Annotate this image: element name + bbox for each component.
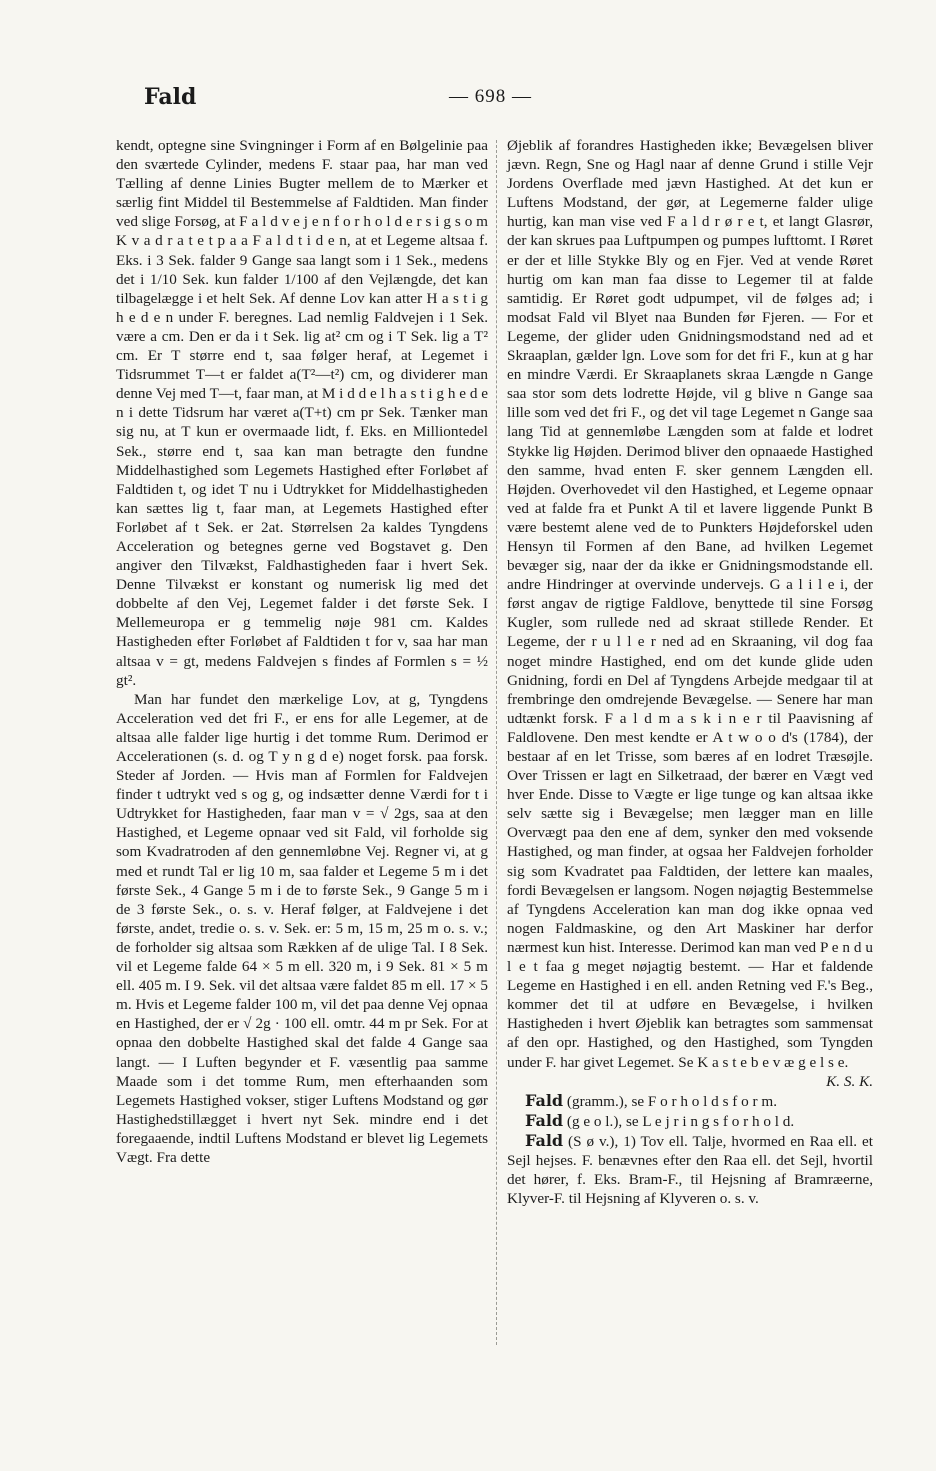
dictionary-entry — [507, 1091, 873, 1111]
paragraph: kendt, optegne sine Svingninger i Form af en Bølgelinie paa den sværtede Cylinder, medens F. staar paa, har man ved Tælling af denne Linies Bugter mellem de to Mærker et særlig fint Middel til Bestemmelse af Faldtiden. Man finder ved slige Forsøg, at F a l d v e j e n f o r h o l d e r s i g s o m K v a d r a t e t p a a F a l d t i d e n, at et Legeme altsaa f. Eks. i 3 Sek. falder 9 Gange saa langt som i 1 Sek., medens det i 1/10 Sek. kun falder 1/100 af den Vejlængde, det kan tilbagelægge i et helt Sek. Af denne Lov kan atter H a s t i g h e d e n under F. beregnes. Lad nemlig Faldvejen i 1 Sek. være a cm. Den er da i t Sek. lig at² cm og i T Sek. lig a T² cm. Er T større end t, saa følger heraf, at Legemet i Tidsrummet T—t er faldet a(T²—t²) cm, og dividerer man denne Vej med T—t, faar man, at M i d d e l h a s t i g h e d e n i dette Tidsrum har været a(T+t) cm pr Sek. Tænker man sig nu, at T kun er overmaade lidt, f. Eks. en Milliontedel Sek., større end t, saa kan man betragte den fundne Middelhastighed som Legemets Hastighed efter Forløbet af Faldtiden t, og idet T nu i Udtrykket for Middelhastigheden kan sættes lig t, faar man, at Legemets Hastighed efter Forløbet af t Sek. er 2at. Størrelsen 2a kaldes Tyngdens Acceleration og betegnes gerne ved Bogstavet g. Den angiver den Tilvækst, Faldhastigheden faar i hvert Sek. Denne Tilvækst er konstant og numerisk lig med det dobbelte af den Vej, Legemet falder i det første Sek. I Mellemeuropa er g temmelig nøje 981 cm. Kaldes Hastigheden efter Forløbet af Faldtiden t for v, saa har man altsaa v = gt, medens Faldvejen s findes af Formlen s = ½ gt². — [116, 137, 488, 689]
author-signature: K. S. K. — [826, 1072, 873, 1090]
paragraph: Man har fundet den mærkelige Lov, at g, Tyngdens Acceleration ved det fri F., er ens for alle Legemer, at de altsaa alle falder lige hurtig i det tomme Rum. Derimod er Accelerationen (s. d. og T y n g d e) noget forsk. paa forsk. Steder af Jorden. — Hvis man af Formlen for Faldvejen finder t udtrykt ved s og g, og indsætter denne Værdi for t i Udtrykket for Hastigheden, faar man v = √ 2gs, saa at den Hastighed, et Legeme opnaar ved sit Fald, vil forholde sig som Kvadratroden af den gennemløbne Vej. Regner vi, at g med et rundt Tal er lig 10 m, saa falder et Legeme 5 m i det første Sek., 4 Gange 5 m i de to første Sek., 9 Gange 5 m i de 3 første Sek., o. s. v. Heraf følger, at Faldvejene i det første, andet, tredie o. s. v. Sek. er: 5 m, 15 m, 25 m o. s. v.; de forholder sig altsaa som Rækken af de ulige Tal. I 8 Sek. vil et Legeme falde 64 × 5 m ell. 320 m, i 9 Sek. 81 × 5 m ell. 405 m. I 9. Sek. vil det altsaa være faldet 85 m ell. 17 × 5 m. Hvis et Legeme falder 100 m, vil det paa denne Vej opnaa en Hastighed, der er √ 2g · 100 ell. omtr. 44 m pr Sek. For at opnaa den dobbelte Hastighed skal det falde 4 Gange saa langt. — I Luften begynder et F. væsentlig paa samme Maade som i det tomme Rum, men efterhaanden som Legemets Hastighed vokser, stiger Luftens Modstand og gør Hastighedstillægget i hvert nyt Sek. mindre end i det foregaaende, indtil Luftens Modstand er blevet lig Legemets Vægt. Fra dette — [116, 690, 488, 1166]
page-header — [144, 84, 836, 114]
entry-headword: Fald — [525, 1090, 564, 1110]
entry-headword: Fald — [525, 1130, 564, 1150]
paragraph: Øjeblik af forandres Hastigheden ikke; Bevægelsen bliver jævn. Regn, Sne og Hagl naar af denne Grund i stille Vejr Jordens Overflade med jævn Hastighed. At det kun er Luftens Modstand, der gør, at Legemerne falder ulige hurtig, kan man vise ved F a l d r ø r e t, et langt Glasrør, der kan skrues paa Luftpumpen og pumpes lufttomt. I Røret er der et lille Stykke Bly og en Fjer. Ved at vende Røret hurtig om kan man faa disse to Legemer til at falde samtidig. Er Røret godt udpumpet, vil de følges ad; i modsat Fald vil Blyet naa Bunden før Fjeren. — For et Legeme, der glider uden Gnidningsmodstand ned ad et Skraaplan, gælder lgn. Love som for det fri F., kun at g har en mindre Værdi. Er Skraaplanets skraa Længde n Gange saa stor som dets lodrette Højde, vil g blive n Gange saa lille som ved det fri F., og det vil tage Legemet n Gange saa lang Tid at gennemløbe Længden som at falde et lodret Stykke lig Højden. Derimod bliver den opnaaede Hastighed den samme, hvad enten F. sker gennem Længden ell. Højden. Overhovedet vil den Hastighed, et Legeme opnaar ved at falde fra et Punkt A til et lavere liggende Punkt B være bestemt alene ved de to Punkters Højdeforskel uden Hensyn til Formen af den Bane, ad hvilken Legemet bevæger sig, naar der da ikke er Gnidningsmodstande ell. andre Hindringer at overvinde undervejs. G a l i l e i, der først angav de rigtige Faldlove, benyttede til sine Forsøg Kugler, som rullede ned ad skraat stillede Render. Et Legeme, der r u l l e r ned ad en Skraaning, vil dog faa noget mindre Hastighed, end om det kunde glide uden Gnidning, fordi en Del af Tyngdens Arbejde medgaar til at frembringe den omdrejende Bevægelse. — Senere har man udtænkt forsk. F a l d m a s k i n e r til Paavisning af Faldlovene. Den mest kendte er A t w o o d's (1784), der bestaar af en let Trisse, som bæres af en lodret Træsøjle. Over Trissen er lagt en Silketraad, der bærer en Vægt ved hver Ende. Disse to Vægte er lige tunge og kan altsaa ikke selv sætte sig i Bevægelse; men lægger man en lille Overvægt paa den ene af dem, synker den med voksende Hastighed, og man finder, at ogsaa her Faldvejen forholder sig som Kvadratet paa Faldtiden, der lettere kan maales, fordi Bevægelsen er langsom. Nogen nøjagtig Bestemmelse af Tyngdens Acceleration kan man dog ikke opnaa ved nogen Faldmaskine, og den Art Maskiner har derfor nærmest kun hist. Interesse. Derimod kan man ved P e n d u l e t faa g meget nøjagtig bestemt. — Har et faldende Legeme en Hastighed i en ell. anden Retning ved F.'s Beg., kommer det til at udføre en Bevægelse, i hvilken Hastigheden i hvert Øjeblik kan betragtes som sammensat af den opr. Hastighed, og den Hastighed, som Tyngden under F. har givet Legemet. Se K a s t e b e v æ g e l s e. — [507, 137, 873, 1071]
entry-text: (g e o l.), se L e j r i n g s f o r h o l d. — [563, 1112, 795, 1130]
entry-text: (S ø v.), 1) Tov ell. Talje, hvormed en Raa ell. et Sejl hejses. F. benævnes efter den Raa ell. det Sejl, hvortil det hører, f. Eks. Bram-F., til Hejsning af Bramræerne, Klyver-F. til Hejsning af Klyveren o. s. v. — [507, 1132, 873, 1208]
dictionary-entry — [507, 1131, 873, 1208]
entry-headword: Fald — [525, 1110, 564, 1130]
page-number: — 698 — — [449, 86, 532, 107]
running-head: Fald — [144, 84, 197, 110]
column-divider — [496, 140, 497, 1345]
signature-line — [507, 1072, 873, 1091]
right-column — [507, 136, 873, 1208]
entry-text: (gramm.), se F o r h o l d s f o r m. — [563, 1092, 777, 1110]
dictionary-entry — [507, 1111, 873, 1131]
left-column — [116, 136, 488, 1167]
